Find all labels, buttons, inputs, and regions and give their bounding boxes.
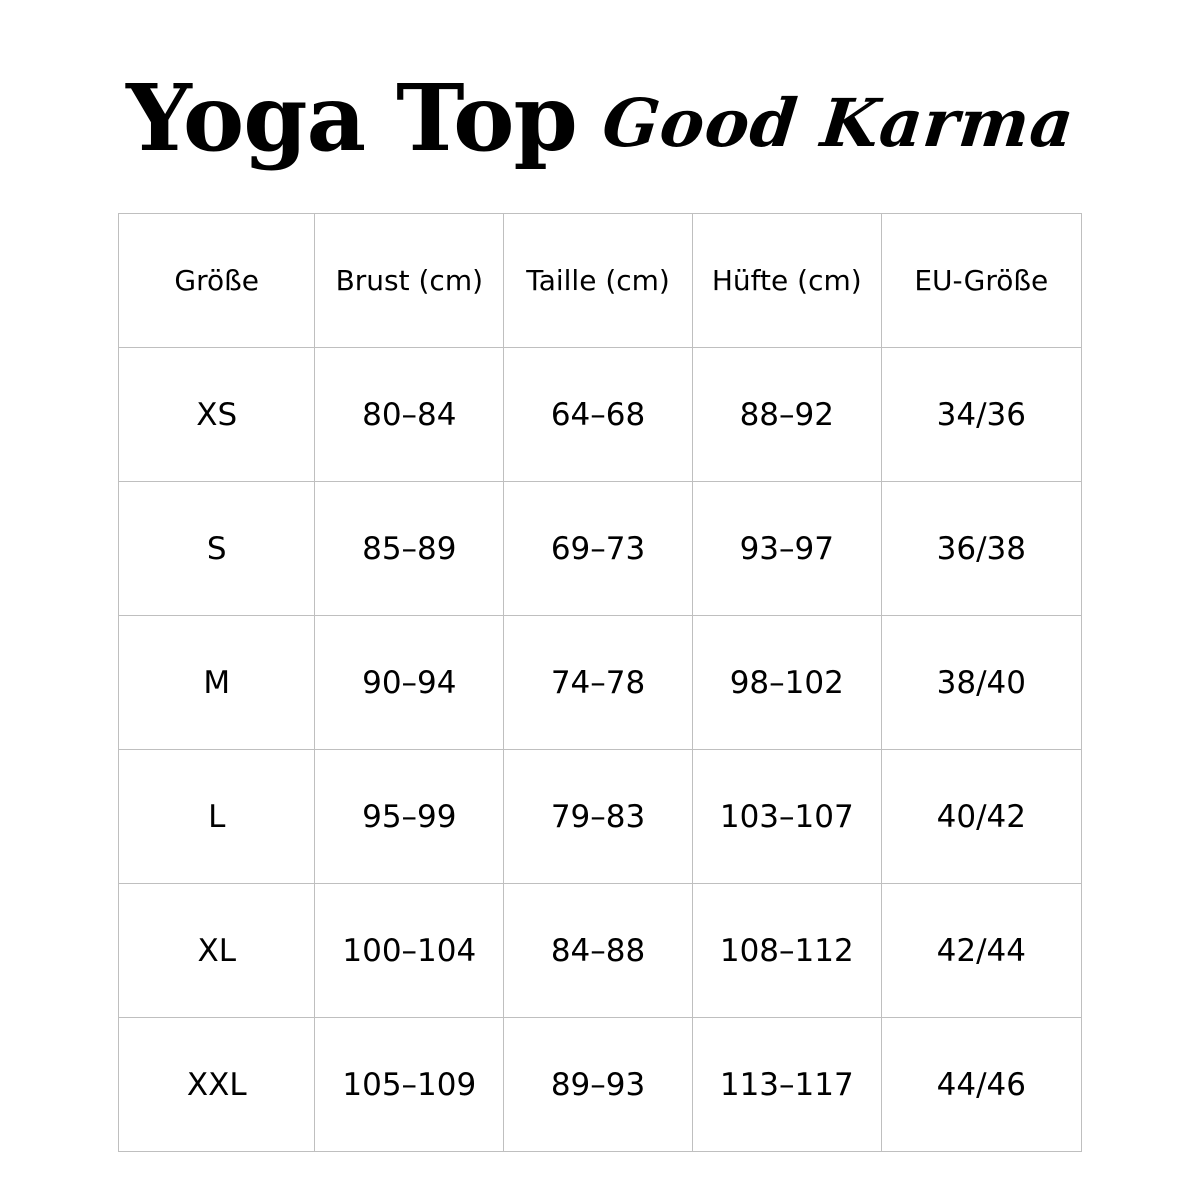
cell-taille: 89–93 <box>504 1018 693 1152</box>
cell-huefte: 93–97 <box>692 482 881 616</box>
table-row <box>119 750 1082 884</box>
cell-taille: 74–78 <box>504 616 693 750</box>
cell-brust: 90–94 <box>315 616 504 750</box>
cell-eu-groesse: 36/38 <box>881 482 1081 616</box>
cell-taille: 64–68 <box>504 348 693 482</box>
cell-size: S <box>119 482 315 616</box>
table-row <box>119 482 1082 616</box>
cell-size: L <box>119 750 315 884</box>
column-header-huefte: Hüfte (cm) <box>692 214 881 348</box>
page-title <box>0 64 1200 172</box>
table-row <box>119 884 1082 1018</box>
table-row <box>119 348 1082 482</box>
cell-huefte: 113–117 <box>692 1018 881 1152</box>
cell-eu-groesse: 44/46 <box>881 1018 1081 1152</box>
cell-taille: 69–73 <box>504 482 693 616</box>
cell-huefte: 103–107 <box>692 750 881 884</box>
column-header-groesse: Größe <box>119 214 315 348</box>
title-script-text: Good Karma <box>598 84 1078 162</box>
cell-brust: 80–84 <box>315 348 504 482</box>
title-main-text: Yoga Top <box>126 64 577 172</box>
cell-size: M <box>119 616 315 750</box>
cell-eu-groesse: 40/42 <box>881 750 1081 884</box>
cell-size: XXL <box>119 1018 315 1152</box>
cell-brust: 85–89 <box>315 482 504 616</box>
size-table <box>118 213 1082 1152</box>
cell-eu-groesse: 42/44 <box>881 884 1081 1018</box>
cell-brust: 100–104 <box>315 884 504 1018</box>
cell-huefte: 98–102 <box>692 616 881 750</box>
column-header-brust: Brust (cm) <box>315 214 504 348</box>
cell-size: XL <box>119 884 315 1018</box>
cell-size: XS <box>119 348 315 482</box>
cell-eu-groesse: 38/40 <box>881 616 1081 750</box>
cell-taille: 79–83 <box>504 750 693 884</box>
column-header-eu-groesse: EU-Größe <box>881 214 1081 348</box>
cell-taille: 84–88 <box>504 884 693 1018</box>
table-row <box>119 1018 1082 1152</box>
cell-brust: 95–99 <box>315 750 504 884</box>
size-table-container <box>118 213 1082 1152</box>
table-header-row <box>119 214 1082 348</box>
cell-huefte: 108–112 <box>692 884 881 1018</box>
cell-huefte: 88–92 <box>692 348 881 482</box>
cell-brust: 105–109 <box>315 1018 504 1152</box>
column-header-taille: Taille (cm) <box>504 214 693 348</box>
table-row <box>119 616 1082 750</box>
cell-eu-groesse: 34/36 <box>881 348 1081 482</box>
